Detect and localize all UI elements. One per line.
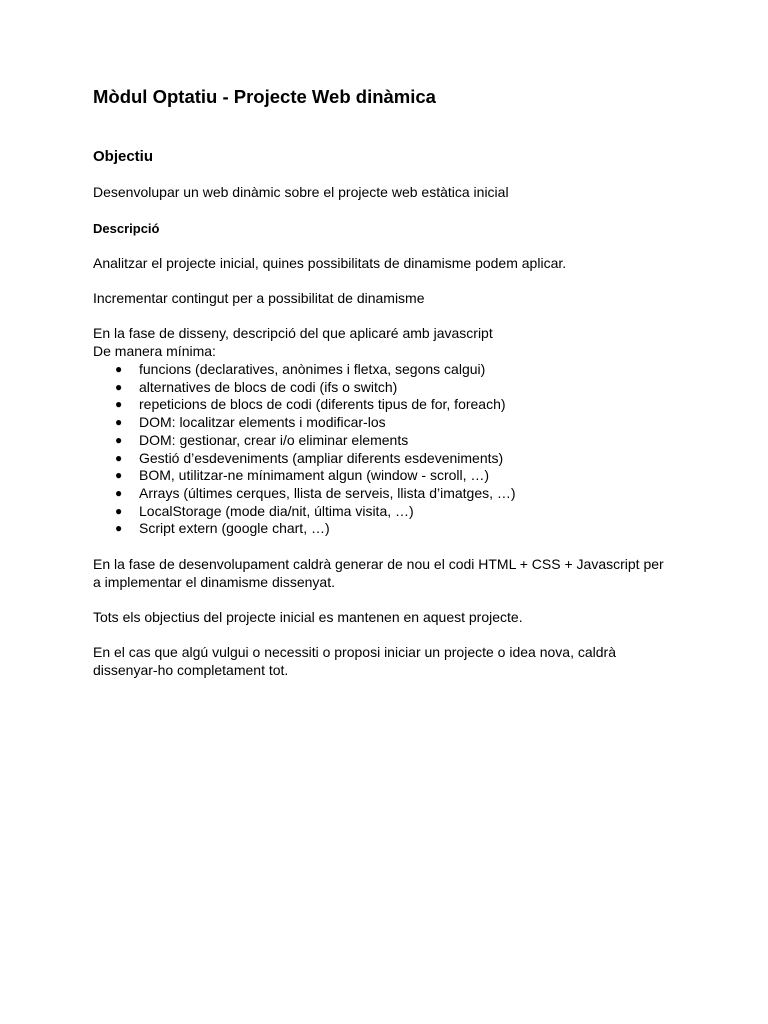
list-item: [93, 450, 516, 468]
development-phase-line-1: En la fase de desenvolupament caldrà generar de nou el codi HTML + CSS + Javascript per: [93, 556, 664, 572]
new-project-line-1: En el cas que algú vulgui o necessiti o proposi iniciar un projecte o idea nova, caldrà: [93, 644, 616, 660]
list-item-text: DOM: gestionar, crear i/o eliminar elements: [139, 431, 409, 448]
list-item: [93, 485, 516, 503]
bullet-icon: ●: [115, 521, 123, 536]
list-item-text: funcions (declaratives, anònimes i fletxa, segons calgui): [139, 361, 486, 377]
list-item: [93, 467, 516, 485]
paragraph-objectives-kept: Tots els objectius del projecte inicial es mantenen en aquest projecte.: [93, 609, 523, 625]
bullet-icon: ●: [115, 485, 123, 500]
bullet-icon: ●: [115, 468, 123, 483]
paragraph-development-phase: [93, 556, 693, 591]
paragraph-new-project: [93, 644, 693, 679]
paragraph-content: Incrementar contingut per a possibilitat de dinamisme: [93, 290, 425, 306]
paragraph-design-phase: [93, 325, 693, 360]
list-item: [93, 432, 516, 450]
bullet-icon: ●: [115, 415, 123, 430]
bullet-icon: ●: [115, 450, 123, 465]
objective-text: Desenvolupar un web dinàmic sobre el projecte web estàtica inicial: [93, 184, 509, 200]
bullet-icon: ●: [115, 503, 123, 518]
design-phase-line: En la fase de disseny, descripció del que aplicaré amb javascript: [93, 325, 493, 341]
list-item: [93, 520, 516, 538]
list-item-text: DOM: localitzar elements i modificar-los: [139, 414, 386, 431]
page-title: Mòdul Optatiu - Projecte Web dinàmica: [93, 86, 436, 107]
bullet-icon: ●: [115, 379, 123, 394]
bullet-icon: ●: [115, 432, 123, 447]
objective-heading: Objectiu: [93, 148, 154, 165]
list-item-text: LocalStorage (mode dia/nit, última visita, …): [139, 502, 414, 519]
list-item: [93, 396, 516, 414]
list-item: [93, 379, 516, 397]
bullet-icon: ●: [115, 362, 123, 376]
paragraph-analysis: Analitzar el projecte inicial, quines possibilitats de dinamisme podem aplicar.: [93, 255, 567, 271]
bullet-icon: ●: [115, 397, 123, 412]
list-item-text: Gestió d’esdeveniments (ampliar diferents esdeveniments): [139, 449, 504, 466]
list-item: [93, 414, 516, 432]
minimum-requirements-line: De manera mínima:: [93, 342, 216, 359]
development-phase-line-2: a implementar el dinamisme dissenyat.: [93, 573, 335, 590]
list-item-text: Arrays (últimes cerques, llista de serveis, llista d’imatges, …): [139, 484, 516, 501]
list-item-text: repeticions de blocs de codi (diferents tipus de for, foreach): [139, 396, 506, 413]
list-item-text: BOM, utilitzar-ne mínimament algun (window - scroll, …): [139, 467, 490, 484]
requirements-list: [93, 361, 516, 538]
list-item: [93, 503, 516, 521]
list-item-text: alternatives de blocs de codi (ifs o switch): [139, 378, 398, 395]
new-project-line-2: dissenyar-ho completament tot.: [93, 661, 289, 678]
list-item: [93, 361, 516, 379]
list-item-text: Script extern (google chart, …): [139, 520, 330, 537]
description-heading: Descripció: [93, 221, 160, 236]
